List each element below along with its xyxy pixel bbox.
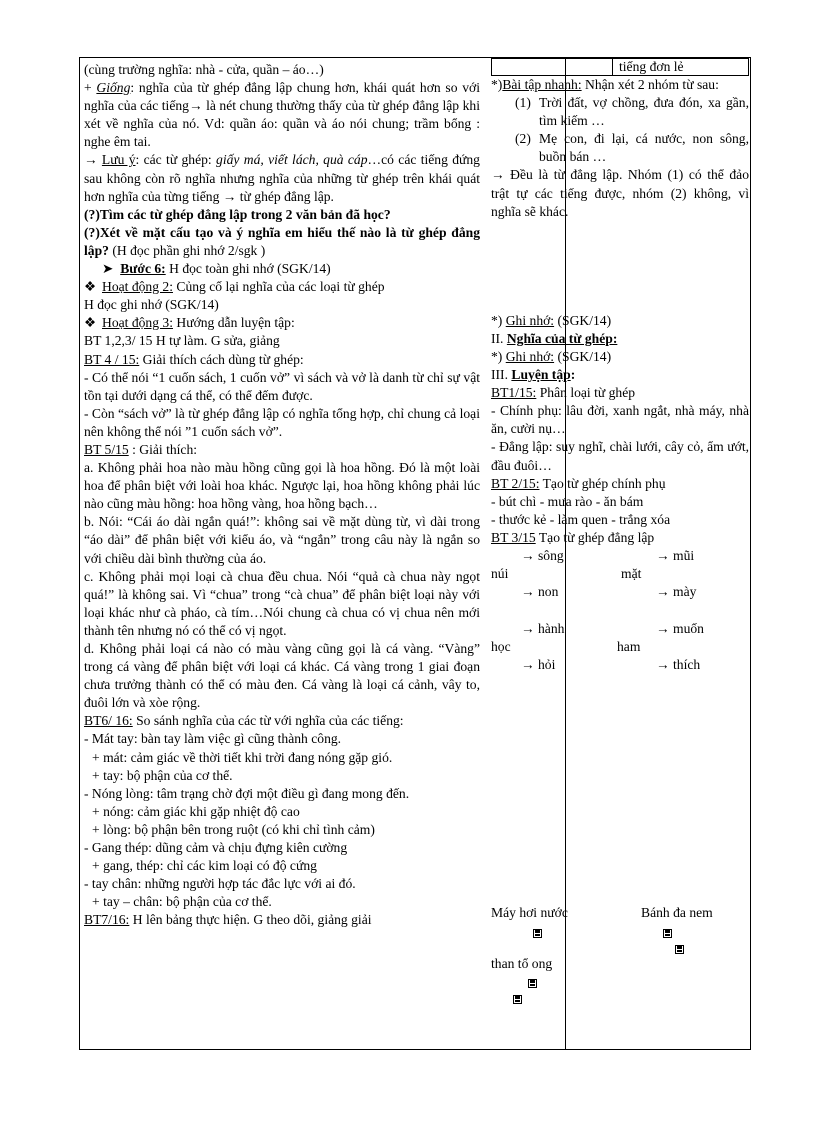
word: → mũi <box>656 547 695 563</box>
bt2-b: - thước kẻ - làm quen - trắng xóa <box>491 511 671 527</box>
bt5-a: a. Không phải hoa nào màu hồng cũng gọi là hoa hồng. Đó là một loài hoa để phân biệt với loài hoa khác. Ngược lại, hoa hồng không phải lúc nào cũng màu hồng: hoa hồng vàng, hoa hồng bạch… <box>84 460 480 512</box>
diagram-row <box>491 973 749 989</box>
diagram-label: Bánh đa nem <box>641 904 713 920</box>
step-6: ➤ Bước 6: H đọc toàn ghi nhớ (SGK/14) <box>102 261 331 277</box>
word: → non <box>521 583 559 599</box>
left-column <box>84 61 480 930</box>
bt6-item: + tay: bộ phận của cơ thể. <box>92 767 233 783</box>
word-grid-row <box>491 601 749 620</box>
bt5-c: c. Không phải mọi loại cà chua đều chua. Nói “quả cà chua này ngọt quá!” là không sai. Vì “chua” trong “cà chua” để phân biệt loại này với loại khác như cà pháo, cà tím…Nói chung cà chua có vị chua nên mới thành tên nhưng nó có thể có vị ngọt. <box>84 568 480 638</box>
conclusion: → Đều là từ đẳng lập. Nhóm (1) có thể đảo trật tự các tiếng được, nhóm (2) không, vì nghĩa sẽ khác. <box>491 167 749 219</box>
luu-y-paragraph: → Lưu ý: các từ ghép: giấy má, viết lách, quà cáp…có các tiếng đứng sau không còn rõ nghĩa nhưng nghĩa của những từ ghép trên khái quát hơn nghĩa của từng tiếng → từ ghép đẳng lập. <box>84 152 480 204</box>
word: → mày <box>656 583 697 599</box>
question-2: (?)Xét về mặt cấu tạo và ý nghĩa em hiểu thế nào là từ ghép đẳng lập? (H đọc phần ghi nhớ 2/sgk ) <box>84 224 480 258</box>
bt2-heading: BT 2/15: Tạo từ ghép chính phụ <box>491 475 666 491</box>
word: → thích <box>656 656 701 672</box>
floppy-disk-icon <box>513 991 522 1009</box>
word: học <box>491 638 511 654</box>
quick-exercise: *)Bài tập nhanh: Nhận xét 2 nhóm từ sau: <box>491 77 719 92</box>
activity-2: ❖ Hoạt động 2: Củng cố lại nghĩa của các loại từ ghép <box>84 279 385 295</box>
bt4-b: - Còn “sách vở” là từ ghép đẳng lập có nghĩa tổng hợp, chỉ chung cả loại nên không thể nói ”1 cuốn sách vở”. <box>84 405 480 439</box>
question-1: (?)Tìm các từ ghép đẳng lập trong 2 văn bản đã học? <box>84 206 391 222</box>
lesson-table <box>79 57 751 1050</box>
giong-paragraph: + Giống: nghĩa của từ ghép đẳng lập chung hơn, khái quát hơn so với nghĩa của các tiếng→ là nét chung thường thấy của từ ghép đẳng lập khi xét về nghĩa của nó. Vd: quần áo: quần và áo nói chung; trầm bổng : nghe êm tai. <box>84 80 480 150</box>
word: ham <box>617 638 641 654</box>
diagram-row <box>491 904 749 922</box>
top-box <box>491 58 749 76</box>
note-2: *) Ghi nhớ: (SGK/14) <box>491 348 612 364</box>
bt5-d: d. Không phải loại cá nào có màu vàng cũng gọi là cá vàng. “Vàng” trong cá vàng để phân biệt với loại cá khác. Cá vàng trong 1 giai đoạn chưa trưởng thành có thể có màu đen. Cá vàng là loại cá cảnh, vây to, đuôi lớn và xòe rộng. <box>84 641 480 711</box>
diagram-row <box>491 955 749 973</box>
word-grid-row <box>491 638 749 656</box>
word-grid-row <box>491 565 749 583</box>
diagram-label: Máy hơi nước <box>491 904 568 920</box>
word-grid-row <box>491 620 749 638</box>
word: núi <box>491 565 509 581</box>
bt6-item: - Mát tay: bàn tay làm việc gì cũng thành công. <box>84 731 342 747</box>
bt4-a: - Có thể nói “1 cuốn sách, 1 cuốn vở” vì sách và vở là danh từ chỉ sự vật tồn tại dưới dạng cá thể, có thể đếm được. <box>84 369 480 403</box>
bt1-heading: BT1/15: Phân loại từ ghép <box>491 385 636 401</box>
bt6-item: + lòng: bộ phận bên trong ruột (có khi chỉ tình cảm) <box>92 821 375 837</box>
word-grid-row <box>491 656 749 674</box>
word: mặt <box>621 565 642 581</box>
bt6-item: + gang, thép: chỉ các kim loại có độ cứng <box>92 858 317 874</box>
group-2: (2) Mẹ con, đi lại, cá nước, non sông, buồn bán … <box>515 131 749 165</box>
word: → hỏi <box>521 656 556 672</box>
word: → sông <box>521 547 564 563</box>
bt5-heading: BT 5/15 : Giải thích: <box>84 441 198 457</box>
bt3-heading: BT 3/15 Tạo từ ghép đẳng lập <box>491 529 655 545</box>
bt-123: BT 1,2,3/ 15 H tự làm. G sửa, giảng <box>84 333 280 349</box>
bt6-item: - tay chân: những người hợp tác đắc lực với ai đó. <box>84 876 356 892</box>
activity-3: ❖ Hoạt động 3: Hướng dẫn luyện tập: <box>84 315 295 331</box>
diagram-row <box>491 922 749 939</box>
bt1-a: - Chính phụ: lâu đời, xanh ngắt, nhà máy, nhà ăn, cười nụ… <box>491 403 749 437</box>
word: → muốn <box>656 620 704 636</box>
section-3: III. Luyện tập: <box>491 367 576 383</box>
bt5-b: b. Nói: “Cái áo dài ngắn quá!”: không sai về mặt dùng từ, vì dài trong “áo dài” để phân biệt với kiểu áo, và “ngắn” trong câu này là ngắn so với chiều dài bình thường của áo. <box>84 514 480 566</box>
section-2: II. Nghĩa của từ ghép: <box>491 330 618 346</box>
group-1: (1) Trời đất, vợ chồng, đưa đón, xa gần, tìm kiếm … <box>515 95 749 129</box>
bt6-heading: BT6/ 16: So sánh nghĩa của các từ với nghĩa của các tiếng: <box>84 713 404 729</box>
bt1-b: - Đẳng lập: suy nghĩ, chài lưới, cây cỏ, ẩm ướt, đầu đuôi… <box>491 439 749 473</box>
bt6-item: - Nóng lòng: tâm trạng chờ đợi một điều gì đang mong đến. <box>84 785 410 801</box>
word-grid-row <box>491 547 749 565</box>
right-column <box>491 58 749 1005</box>
top-box-cell: tiếng đơn lẻ <box>612 59 684 75</box>
diagram-label: than tổ ong <box>491 955 553 971</box>
word: → hành <box>521 620 565 636</box>
bt2-a: - bút chì - mưa rào - ăn bám <box>491 493 644 509</box>
diagram-row <box>491 989 749 1005</box>
bt6-item: + nóng: cảm giác khi gặp nhiệt độ cao <box>92 803 300 819</box>
bt6-item: + mát: cảm giác về thời tiết khi trời đang nóng gặp gió. <box>92 749 393 765</box>
word-grid-row <box>491 583 749 601</box>
diagram-row <box>491 939 749 955</box>
bt6-item: - Gang thép: dũng cảm và chịu đựng kiên cường <box>84 840 348 856</box>
bt6-item: + tay – chân: bộ phận của cơ thể. <box>92 894 272 910</box>
bt4-heading: BT 4 / 15: Giải thích cách dùng từ ghép: <box>84 351 304 367</box>
bt7-heading: BT7/16: H lên bảng thực hiện. G theo dõi, giảng giải <box>84 912 372 928</box>
activity-2-line2: H đọc ghi nhớ (SGK/14) <box>84 297 219 313</box>
note-1: *) Ghi nhớ: (SGK/14) <box>491 312 612 328</box>
text-line: (cùng trường nghĩa: nhà - cửa, quần – áo…) <box>84 62 324 77</box>
